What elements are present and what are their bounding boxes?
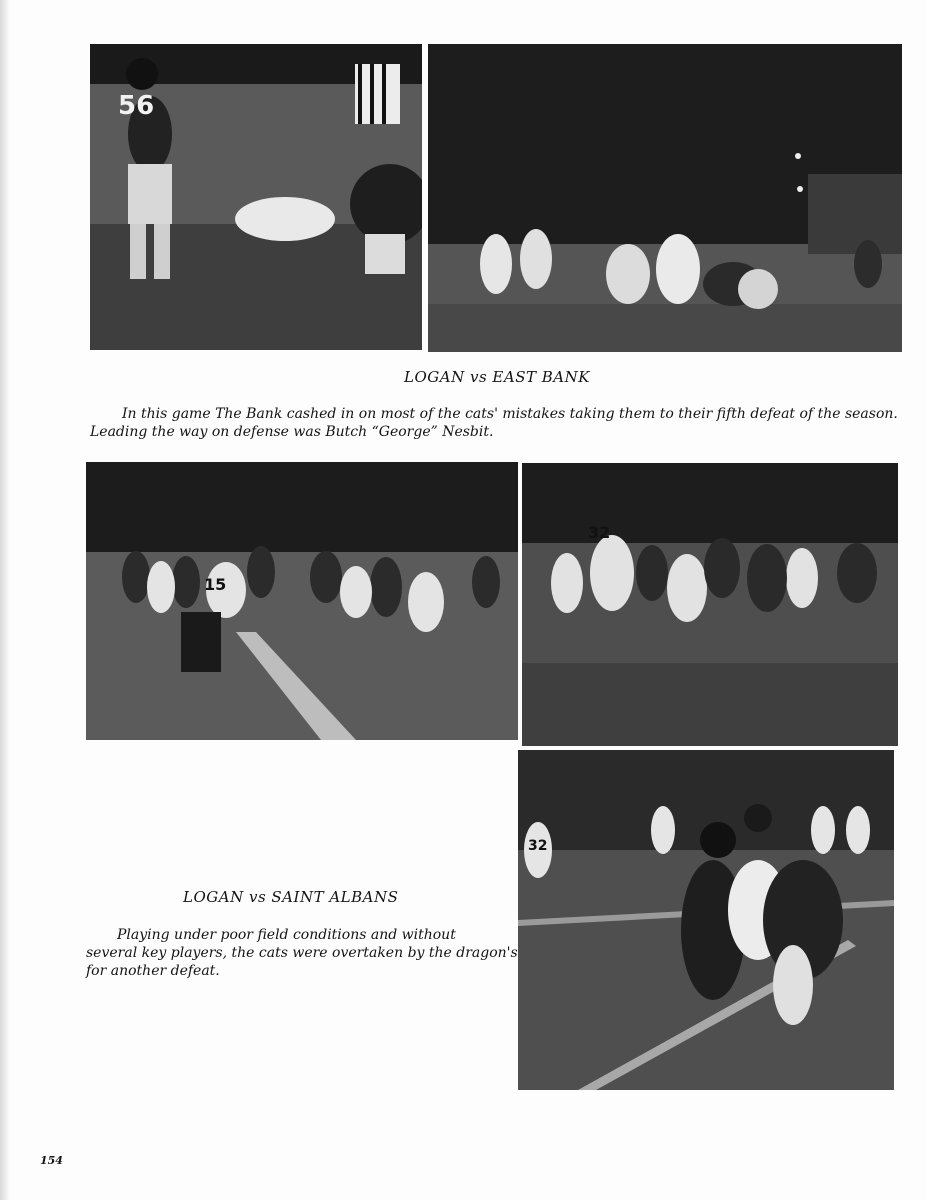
body-line: for another defeat.: [86, 963, 220, 979]
photo-line-of-scrimmage-left: [86, 462, 518, 740]
section-body-line2-east-bank: Leading the way on defense was Butch “George” Nesbit.: [90, 424, 494, 440]
jersey-number: 56: [118, 91, 155, 121]
section-title-saint-albans: LOGAN vs SAINT ALBANS: [183, 888, 399, 906]
photo-players-on-field-closeup: [90, 44, 422, 350]
body-line: several key players, the cats were overtaken by the dragon's: [86, 945, 518, 961]
photo-line-of-scrimmage-right: [522, 463, 898, 746]
page-number: 154: [40, 1154, 63, 1167]
jersey-number-right: 32: [588, 523, 611, 542]
jersey-number-bottom: 32: [528, 838, 548, 854]
photo-night-play-sideline: [428, 44, 902, 352]
page-edge-shadow: [0, 0, 10, 1200]
section-body-line1-east-bank: In this game The Bank cashed in on most of the cats' mistakes taking them to their fifth defeat of the season.: [122, 406, 898, 422]
section-body-saint-albans: [86, 926, 518, 980]
jersey-number-left: 15: [204, 575, 227, 594]
section-title-east-bank: LOGAN vs EAST BANK: [404, 368, 590, 386]
body-line: Playing under poor field conditions and without: [117, 927, 456, 943]
photo-ball-carrier-tackled: [518, 750, 894, 1090]
